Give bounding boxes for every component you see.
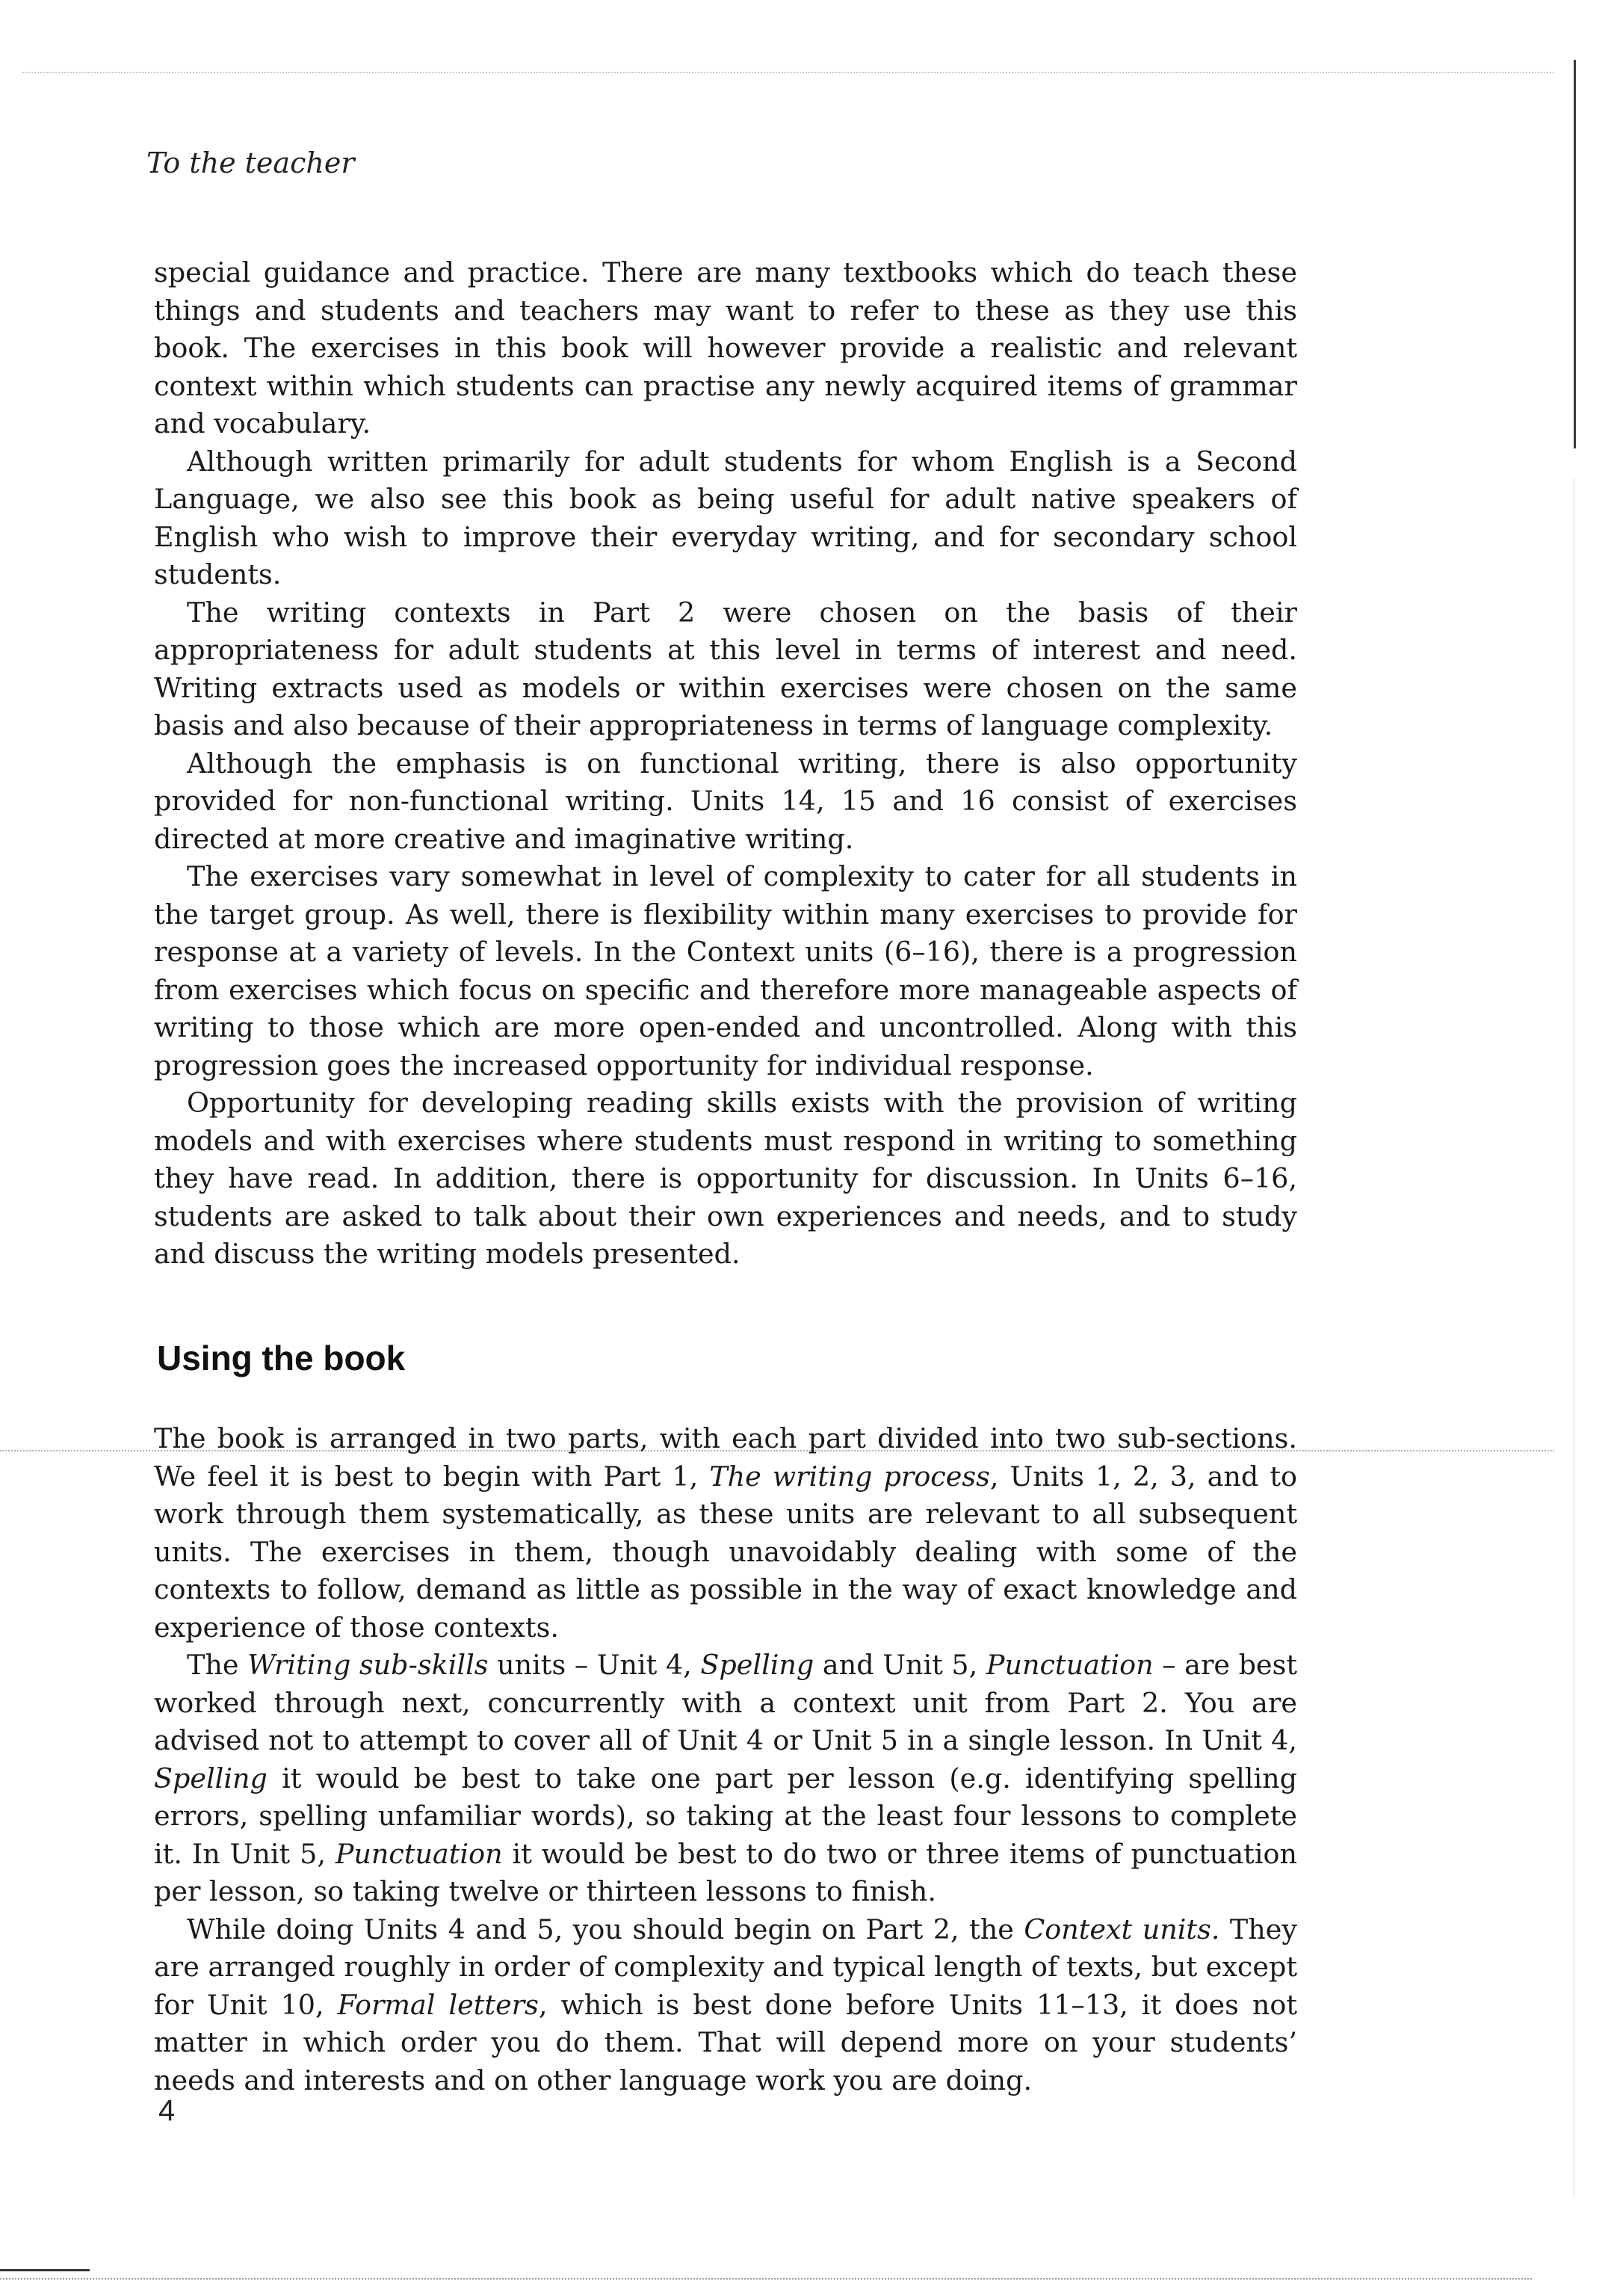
text-run: units – Unit 4, xyxy=(488,1649,701,1681)
section-heading: Using the book xyxy=(157,1339,406,1377)
paragraph xyxy=(154,1647,1297,1911)
italic-title: Punctuation xyxy=(986,1649,1154,1681)
paragraph: The writing contexts in Part 2 were chosen on the basis of their appropriateness for adult students at this level in terms of interest and need. Writing extracts used as models or within exercises were chosen on the same basis and also because of their appropriateness in terms of language complexity. xyxy=(154,596,1297,741)
text-run: and Unit 5, xyxy=(814,1649,986,1681)
intro-text-block xyxy=(154,254,1297,1274)
page-number: 4 xyxy=(158,2094,176,2127)
scan-right-edge xyxy=(1574,60,1576,448)
text-run: They are arranged roughly in order of complexity and typical length of texts, but except for Unit 10, xyxy=(154,1913,1298,2021)
italic-title: The writing process xyxy=(709,1460,990,1493)
italic-title: Writing sub-skills xyxy=(247,1649,489,1681)
italic-title: Spelling xyxy=(700,1649,814,1681)
italic-title: Formal letters xyxy=(337,1988,539,2021)
scan-top-edge xyxy=(22,72,1554,73)
italic-title: Spelling xyxy=(154,1762,268,1794)
paragraph: Although the emphasis is on functional writing, there is also opportunity provided for non-functional writing. Units 14, 15 and 16 consist of exercises directed at more creative and imaginative writing. xyxy=(154,747,1297,855)
text-run: The xyxy=(187,1649,248,1681)
text-run: , which is best done before Units 11–13, it does not matter in which order you do them. That will depend more on your students’ needs and interests and on other language work you are doing. xyxy=(154,1988,1297,2096)
using-book-text-block xyxy=(154,1420,1297,2099)
text-run: – are best worked through next, concurrently with a context unit from Part 2. You are advised not to attempt to cover all of Unit 4 or Unit 5 in a single lesson. In Unit 4, xyxy=(154,1649,1297,1756)
paragraph: Opportunity for developing reading skills exists with the provision of writing models and with exercises where students must respond in writing to something they have read. In addition, there is opportunity for discussion. In Units 6–16, students are asked to talk about their own experiences and needs, and to study and discuss the writing models presented. xyxy=(154,1087,1297,1270)
scan-bottom-mark xyxy=(0,2269,90,2271)
italic-title: Punctuation xyxy=(335,1837,503,1870)
text-run: it would be best to do two or three items of punctuation per lesson, so taking twelve or thirteen lessons to finish. xyxy=(154,1837,1297,1907)
italic-title: Context units. xyxy=(1024,1913,1220,1945)
text-run: it would be best to take one part per lesson (e.g. identifying spelling errors, spelling unfamiliar words), so taking at the least four lessons to complete it. In Unit 5, xyxy=(154,1762,1297,1870)
running-head: To the teacher xyxy=(146,146,355,179)
paragraph xyxy=(154,1911,1297,2100)
text-run: , Units 1, 2, 3, and to work through them systematically, as these units are relevant to all subsequent units. The exercises in them, though unavoidably dealing with some of the contexts to follow, demand as little as possible in the way of exact knowledge and experience of those contexts. xyxy=(154,1460,1298,1644)
text-run: While doing Units 4 and 5, you should begin on Part 2, the xyxy=(187,1913,1024,1945)
paragraph: special guidance and practice. There are many textbooks which do teach these things and students and teachers may want to refer to these as they use this book. The exercises in this book will however provide a realistic and relevant context within which students can practise any newly acquired items of grammar and vocabulary. xyxy=(154,256,1297,439)
paragraph xyxy=(154,1420,1297,1647)
paragraph: Although written primarily for adult students for whom English is a Second Language, we also see this book as being useful for adult native speakers of English who wish to improve their everyday writing, and for secondary school students. xyxy=(154,445,1297,590)
paragraph: The exercises vary somewhat in level of complexity to cater for all students in the target group. As well, there is flexibility within many exercises to provide for response at a variety of levels. In the Context units (6–16), there is a progression from exercises which focus on specific and therefore more manageable aspects of writing to those which are more open-ended and uncontrolled. Along with this progression goes the increased opportunity for individual response. xyxy=(154,860,1297,1081)
scan-bottom-edge xyxy=(0,2278,1532,2280)
text-run: The book is arranged in two parts, with each part divided into two sub-sections. We feel it is best to begin with Part 1, xyxy=(154,1422,1297,1493)
